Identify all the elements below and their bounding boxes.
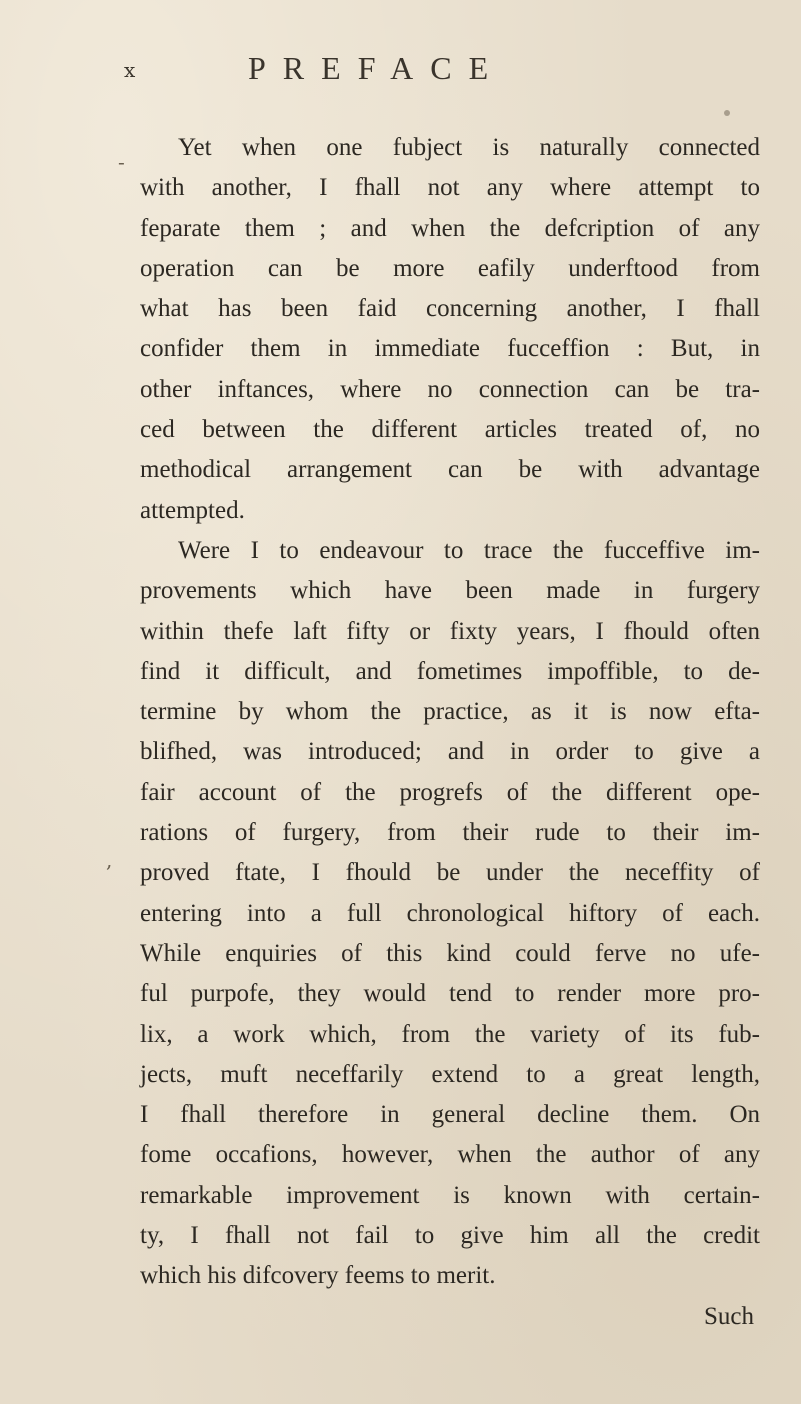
text-line: provements which have been made in furgery xyxy=(140,577,760,605)
text-line: lix, a work which, from the variety of its fub- xyxy=(140,1020,760,1048)
text-line: operation can be more eafily underftood from xyxy=(140,254,760,282)
text-line: methodical arrangement can be with advantage xyxy=(140,456,760,484)
ink-speck xyxy=(724,110,730,116)
text-line: within thefe laft fifty or fixty years, I fhould often xyxy=(140,617,760,645)
text-line: ced between the different articles treated of, no xyxy=(140,416,760,444)
text-line: remarkable improvement is known with certain- xyxy=(140,1181,760,1209)
text-line: what has been faid concerning another, I fhall xyxy=(140,295,760,323)
text-line: which his difcovery feems to merit. xyxy=(140,1262,496,1290)
text-line: Yet when one fubject is naturally connected xyxy=(178,134,760,161)
text-line: ful purpofe, they would tend to render more pro- xyxy=(140,980,760,1008)
margin-mark: , xyxy=(106,848,113,872)
text-line: entering into a full chronological hiftory of each. xyxy=(140,899,760,927)
text-line: ty, I fhall not fail to give him all the credit xyxy=(140,1222,760,1250)
text-line: find it difficult, and fometimes impoffible, to de- xyxy=(140,657,760,685)
text-line: with another, I fhall not any where attempt to xyxy=(140,174,760,202)
signature-mark: x xyxy=(124,58,136,82)
text-line: attempted. xyxy=(140,496,245,524)
text-line: feparate them ; and when the defcription of any xyxy=(140,214,760,242)
text-line: confider them in immediate fucceffion : But, in xyxy=(140,335,760,363)
margin-mark: - xyxy=(118,150,125,174)
text-line: other inftances, where no connection can be tra- xyxy=(140,375,760,403)
text-line: rations of furgery, from their rude to their im- xyxy=(140,819,760,847)
text-line: I fhall therefore in general decline them. On xyxy=(140,1101,760,1129)
running-title: PREFACE xyxy=(248,50,506,86)
text-line: jects, muft neceffarily extend to a great length, xyxy=(140,1060,760,1088)
text-line: termine by whom the practice, as it is now efta- xyxy=(140,698,760,726)
page-header xyxy=(108,50,748,90)
text-line: proved ftate, I fhould be under the neceffity of xyxy=(140,859,760,887)
catchword: Such xyxy=(704,1302,754,1330)
body-text xyxy=(140,128,760,1337)
text-line: Were I to endeavour to trace the fucceffive im- xyxy=(178,536,760,564)
text-line: blifhed, was introduced; and in order to give a xyxy=(140,738,760,766)
text-line: fair account of the progrefs of the different ope- xyxy=(140,778,760,806)
text-line: fome occafions, however, when the author of any xyxy=(140,1141,760,1169)
text-line: While enquiries of this kind could ferve no ufe- xyxy=(140,939,760,967)
